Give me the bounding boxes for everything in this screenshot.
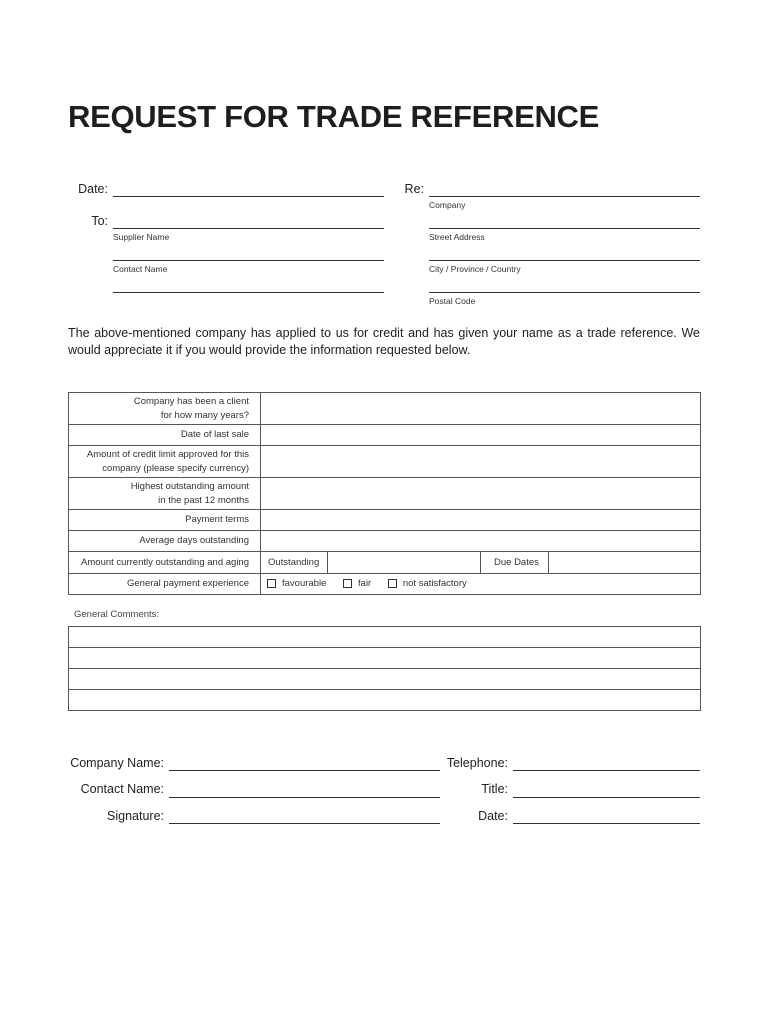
answer-credit-limit[interactable] <box>261 446 701 478</box>
aging-cell <box>261 552 701 574</box>
due-dates-label: Due Dates <box>481 552 549 573</box>
company-name-field[interactable] <box>169 770 440 771</box>
contact-name-caption: Contact Name <box>113 264 168 274</box>
re-city-field[interactable] <box>429 260 700 261</box>
question-highest-outstanding: Highest outstanding amount in the past 12 months <box>69 478 261 510</box>
intro-paragraph: The above-mentioned company has applied to us for credit and has given your name as a trade reference. We would appreciate it if you would provide the information requested below. <box>68 326 700 357</box>
footer-date-field[interactable] <box>513 823 700 824</box>
title-field[interactable] <box>513 797 700 798</box>
option-label: favourable <box>282 577 327 589</box>
reference-table <box>68 392 701 595</box>
telephone-label: Telephone: <box>446 756 508 770</box>
table-row <box>69 393 701 425</box>
answer-years-client[interactable] <box>261 393 701 425</box>
outstanding-input[interactable] <box>328 552 481 573</box>
telephone-field[interactable] <box>513 770 700 771</box>
supplier-name-field[interactable] <box>113 228 384 229</box>
re-street-field[interactable] <box>429 228 700 229</box>
question-payment-terms: Payment terms <box>69 510 261 531</box>
re-postal-field[interactable] <box>429 292 700 293</box>
table-row <box>69 425 701 446</box>
question-credit-limit: Amount of credit limit approved for this company (please specify currency) <box>69 446 261 478</box>
question-last-sale: Date of last sale <box>69 425 261 446</box>
checkbox[interactable] <box>267 579 276 588</box>
table-row <box>69 531 701 552</box>
table-row <box>69 510 701 531</box>
page-title: REQUEST FOR TRADE REFERENCE <box>68 99 599 134</box>
due-dates-input[interactable] <box>549 552 700 573</box>
option-label: not satisfactory <box>402 577 467 589</box>
company-caption: Company <box>429 200 466 210</box>
comment-line[interactable] <box>69 627 701 648</box>
payment-experience-options <box>261 574 701 595</box>
title-label: Title: <box>481 782 508 796</box>
option-favourable[interactable] <box>267 578 326 589</box>
question-years-client: Company has been a client for how many years? <box>69 393 261 425</box>
comment-line[interactable] <box>69 690 701 711</box>
comment-line[interactable] <box>69 648 701 669</box>
contact-name-field[interactable] <box>113 260 384 261</box>
answer-average-days[interactable] <box>261 531 701 552</box>
question-payment-experience: General payment experience <box>69 574 261 595</box>
checkbox[interactable] <box>343 579 352 588</box>
question-average-days: Average days outstanding <box>69 531 261 552</box>
signature-label: Signature: <box>107 809 164 823</box>
answer-last-sale[interactable] <box>261 425 701 446</box>
footer-date-label: Date: <box>478 809 508 823</box>
supplier-name-caption: Supplier Name <box>113 232 170 242</box>
date-field[interactable] <box>113 196 384 197</box>
table-row <box>69 574 701 595</box>
outstanding-label: Outstanding <box>261 552 328 573</box>
postal-code-caption: Postal Code <box>429 296 476 306</box>
footer-contact-name-field[interactable] <box>169 797 440 798</box>
signature-field[interactable] <box>169 823 440 824</box>
to-label: To: <box>91 214 108 228</box>
re-label: Re: <box>404 182 424 196</box>
city-caption: City / Province / Country <box>429 264 521 274</box>
option-not-satisfactory[interactable] <box>388 578 467 589</box>
checkbox[interactable] <box>388 579 397 588</box>
contact-name-label: Contact Name: <box>80 782 164 796</box>
to-extra-field[interactable] <box>113 292 384 293</box>
question-aging: Amount currently outstanding and aging <box>69 552 261 574</box>
re-company-field[interactable] <box>429 196 700 197</box>
comment-line[interactable] <box>69 669 701 690</box>
option-fair[interactable] <box>343 578 371 589</box>
answer-highest-outstanding[interactable] <box>261 478 701 510</box>
table-row <box>69 552 701 574</box>
street-address-caption: Street Address <box>429 232 485 242</box>
general-comments-label: General Comments: <box>74 609 160 620</box>
option-label: fair <box>358 577 372 589</box>
general-comments-box <box>68 626 701 711</box>
answer-payment-terms[interactable] <box>261 510 701 531</box>
date-label: Date: <box>78 182 108 196</box>
table-row <box>69 478 701 510</box>
company-name-label: Company Name: <box>70 756 164 770</box>
table-row <box>69 446 701 478</box>
